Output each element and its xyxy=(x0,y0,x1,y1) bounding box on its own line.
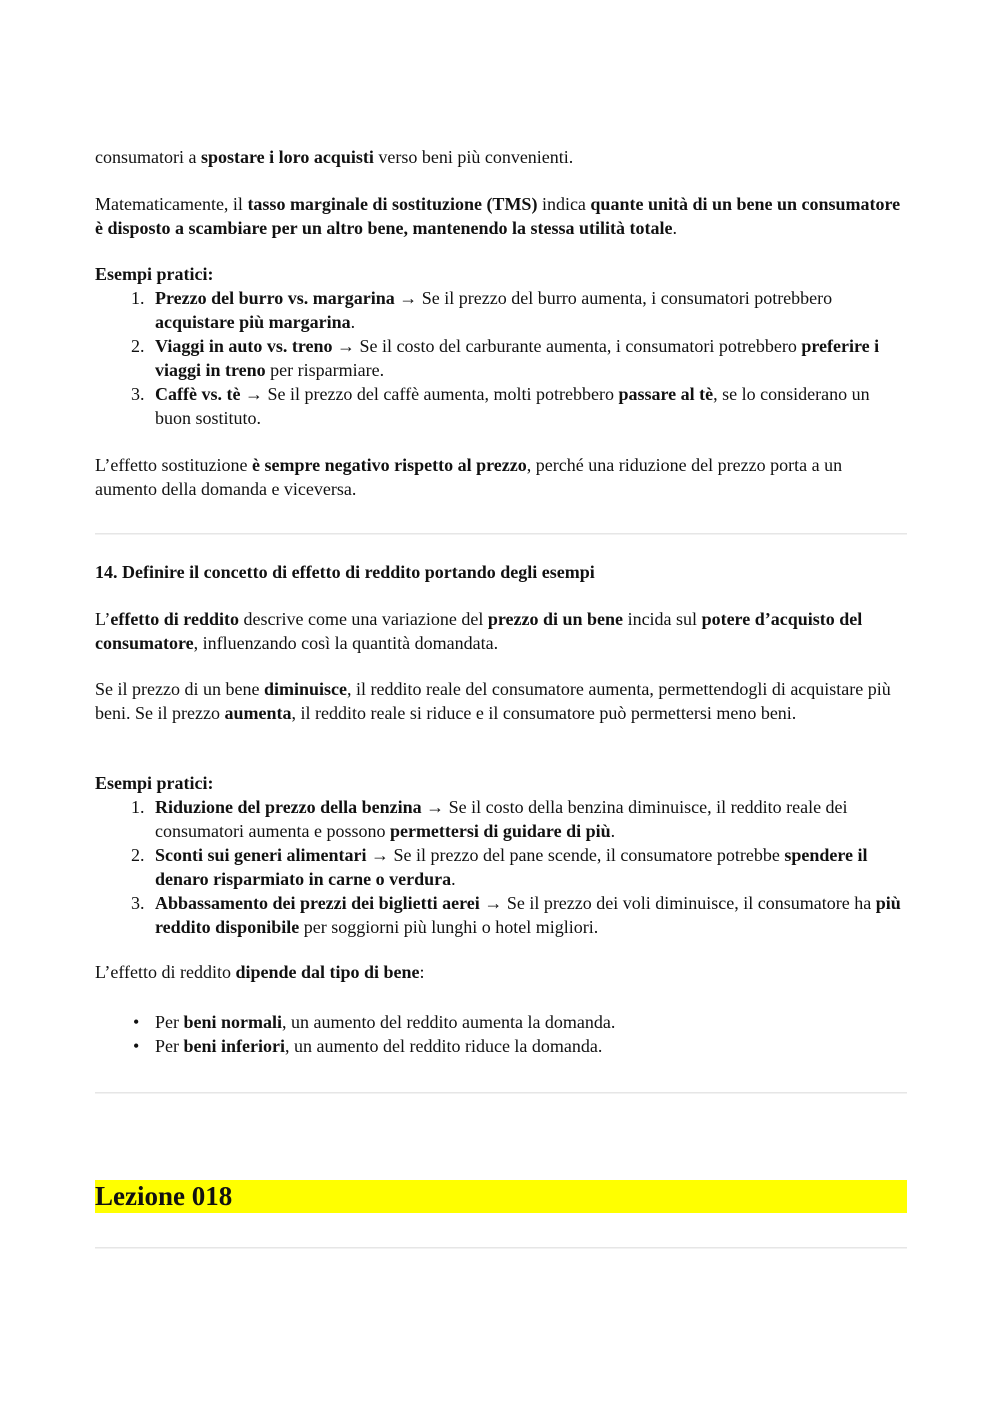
list-item xyxy=(95,286,907,334)
section-divider xyxy=(95,1247,907,1249)
bold-text: Abbassamento dei prezzi dei biglietti aerei xyxy=(155,893,480,913)
bold-text: acquistare più margarina xyxy=(155,312,351,332)
list-number: 2. xyxy=(131,336,145,356)
text-run: → Se il prezzo del pane scende, il consumatore potrebbe xyxy=(366,845,785,865)
text-run: L’ xyxy=(95,609,111,629)
bold-text: diminuisce xyxy=(263,679,347,699)
bullet-icon: • xyxy=(133,1036,140,1056)
bold-text: Prezzo del burro vs. margarina xyxy=(155,288,395,308)
bold-text: è sempre negativo rispetto al prezzo xyxy=(251,455,527,475)
section-divider xyxy=(95,533,907,535)
bold-text: beni normali xyxy=(183,1012,283,1032)
text-run: : xyxy=(419,962,425,982)
list-item xyxy=(95,1034,907,1058)
text-run: Per xyxy=(155,1036,184,1056)
list-number: 1. xyxy=(131,288,145,308)
text-run: , il reddito reale si riduce e il consumatore può permettersi meno beni. xyxy=(291,703,797,723)
bold-text: spostare i loro acquisti xyxy=(200,147,374,167)
intro-line xyxy=(95,145,907,169)
bold-text: Riduzione del prezzo della benzina xyxy=(155,797,422,817)
text-run: , un aumento del reddito aumenta la domanda. xyxy=(282,1012,616,1032)
text-run: , perché una riduzione del prezzo porta a un aumento della domanda e viceversa. xyxy=(95,455,843,499)
list-item xyxy=(95,1010,907,1034)
bold-text: più reddito disponibile xyxy=(155,893,901,937)
text-run: per soggiorni più lunghi o hotel migliori. xyxy=(299,917,599,937)
text-run: → Se il prezzo dei voli diminuisce, il consumatore ha xyxy=(479,893,876,913)
list-item xyxy=(95,891,907,939)
bold-text: aumenta xyxy=(224,703,292,723)
income-definition xyxy=(95,607,907,655)
list-number: 3. xyxy=(131,384,145,404)
income-price-paragraph xyxy=(95,677,907,725)
text-run: L’effetto di reddito xyxy=(95,962,236,982)
list-item xyxy=(95,795,907,843)
bold-text: permettersi di guidare di più xyxy=(389,821,611,841)
text-run: . xyxy=(610,821,616,841)
list-number: 3. xyxy=(131,893,145,913)
bold-text: prezzo di un bene xyxy=(487,609,624,629)
text-run: → Se il costo del carburante aumenta, i consumatori potrebbero xyxy=(332,336,802,356)
bold-text: spendere il denaro risparmiato in carne o verdura xyxy=(155,845,868,889)
text-run: incida sul xyxy=(623,609,702,629)
income-depends-paragraph xyxy=(95,960,907,984)
list-number: 2. xyxy=(131,845,145,865)
text-run: Matematicamente, il xyxy=(95,194,248,214)
text-run: → Se il costo della benzina diminuisce, il reddito reale dei consumatori aumenta e possono xyxy=(155,797,848,841)
income-examples-list xyxy=(95,795,907,939)
bold-text: Viaggi in auto vs. treno xyxy=(155,336,333,356)
text-run: consumatori a xyxy=(95,147,201,167)
text-run: . xyxy=(672,218,678,238)
bold-text: preferire i viaggi in treno xyxy=(155,336,880,380)
bold-text: tasso marginale di sostituzione (TMS) xyxy=(247,194,538,214)
bold-text: Sconti sui generi alimentari xyxy=(155,845,367,865)
examples-heading-income: Esempi pratici: xyxy=(95,773,214,793)
text-run: Per xyxy=(155,1012,184,1032)
text-run: , il reddito reale del consumatore aumenta, permettendogli di acquistare più beni. Se il prezzo xyxy=(95,679,891,723)
substitution-examples-list xyxy=(95,286,907,430)
text-run: → Se il prezzo del burro aumenta, i consumatori potrebbero xyxy=(394,288,833,308)
text-run: . xyxy=(350,312,356,332)
substitution-conclusion xyxy=(95,453,907,501)
question-14-title: 14. Definire il concetto di effetto di reddito portando degli esempi xyxy=(95,562,595,582)
bold-text: beni inferiori xyxy=(183,1036,285,1056)
text-run: → Se il prezzo del caffè aumenta, molti potrebbero xyxy=(240,384,619,404)
bold-text: Caffè vs. tè xyxy=(155,384,241,404)
bold-text: quante unità di un bene un consumatore è disposto a scambiare per un altro bene, mantenendo la stessa utilità totale xyxy=(95,194,901,238)
text-run: . xyxy=(451,869,456,889)
text-run: per risparmiare. xyxy=(265,360,385,380)
tms-paragraph xyxy=(95,192,907,240)
good-types-list xyxy=(95,1010,907,1058)
text-run: , un aumento del reddito riduce la domanda. xyxy=(285,1036,603,1056)
text-run: Se il prezzo di un bene xyxy=(95,679,264,699)
text-run: , influenzando così la quantità domandata. xyxy=(193,633,499,653)
bold-text: potere d’acquisto del consumatore xyxy=(95,609,863,653)
text-run: indica xyxy=(537,194,591,214)
list-item xyxy=(95,334,907,382)
bold-text: effetto di reddito xyxy=(110,609,239,629)
bold-text: passare al tè xyxy=(618,384,714,404)
lesson-title: Lezione 018 xyxy=(95,1180,907,1213)
section-divider xyxy=(95,1092,907,1094)
text-run: descrive come una variazione del xyxy=(238,609,488,629)
list-item xyxy=(95,843,907,891)
list-number: 1. xyxy=(131,797,145,817)
list-item xyxy=(95,382,907,430)
text-run: L’effetto sostituzione xyxy=(95,455,252,475)
text-run: verso beni più convenienti. xyxy=(373,147,574,167)
text-run: , se lo considerano un buon sostituto. xyxy=(155,384,870,428)
examples-heading-substitution: Esempi pratici: xyxy=(95,264,214,284)
bullet-icon: • xyxy=(133,1012,140,1032)
bold-text: dipende dal tipo di bene xyxy=(235,962,420,982)
